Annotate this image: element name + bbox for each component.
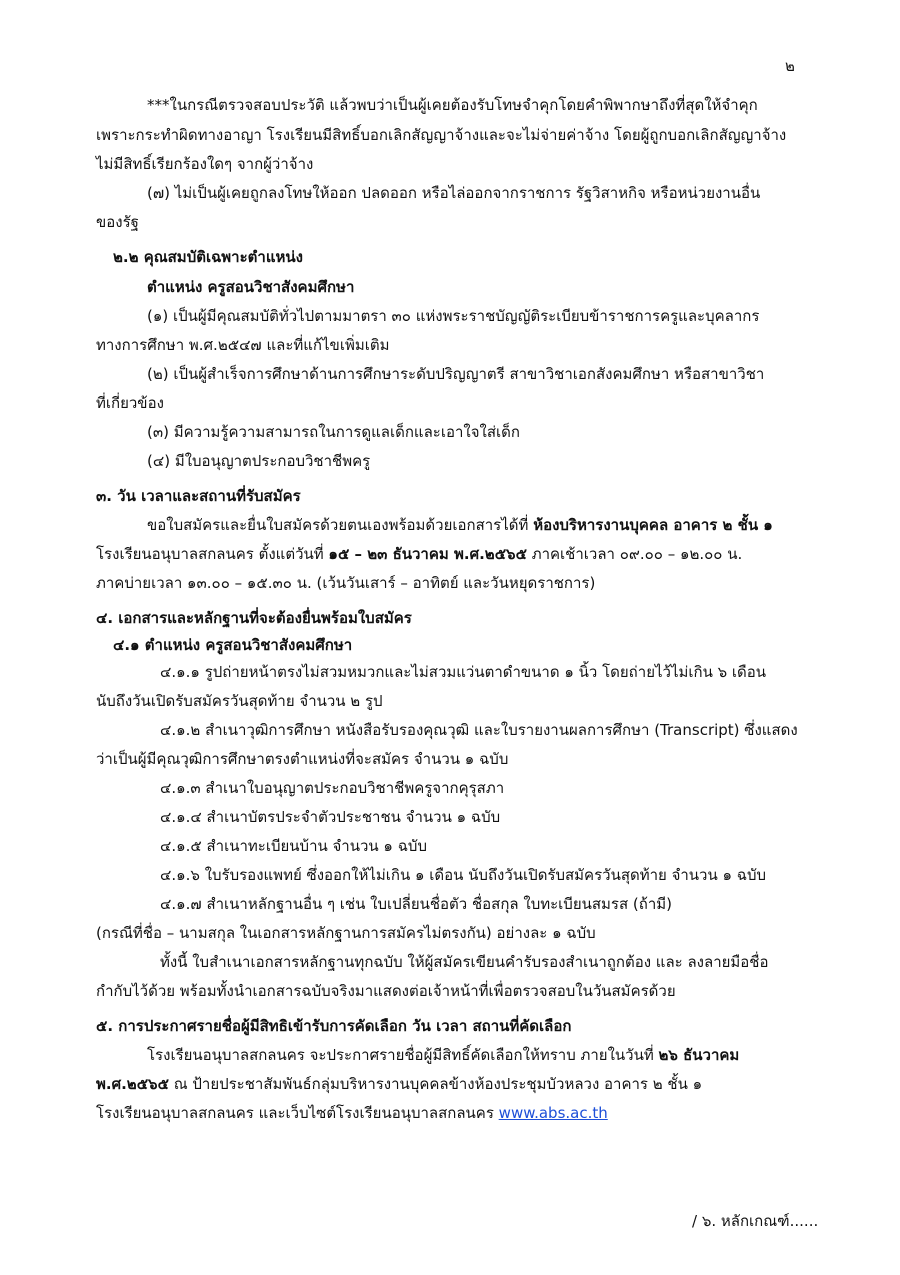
section-2-2-item-2-line-2: ที่เกี่ยวข้อง bbox=[96, 394, 164, 412]
section-2-2-item-1-line-1: (๑) เป็นผู้มีคุณสมบัติทั่วไปตามมาตรา ๓๐ แห่งพระราชบัญญัติระเบียบข้าราชการครูและบุคลากร bbox=[147, 307, 760, 325]
section-4-item-2-line-1: ๔.๑.๒ สำเนาวุฒิการศึกษา หนังสือรับรองคุณวุฒิ และใบรายงานผลการศึกษา (Transcript) ซึ่งแสดง bbox=[160, 721, 798, 739]
section-3-morning-time: ภาคเช้าเวลา ๐๙.๐๐ – ๑๒.๐๐ น. bbox=[526, 545, 743, 563]
section-4-note-line-1: ทั้งนี้ ใบสำเนาเอกสารหลักฐานทุกฉบับ ให้ผู้สมัครเขียนคำรับรองสำเนาถูกต้อง และ ลงลายมือชื่อ bbox=[160, 953, 769, 971]
section-5-line-3 bbox=[96, 1102, 608, 1124]
section-2-2-item-3: (๓) มีความรู้ความสามารถในการดูแลเด็กและเอาใจใส่เด็ก bbox=[147, 423, 520, 441]
section-3-heading: ๓. วัน เวลาและสถานที่รับสมัคร bbox=[96, 487, 301, 505]
intro-item-7-line-2: ของรัฐ bbox=[96, 213, 139, 231]
section-3-line-1-text: ขอใบสมัครและยื่นใบสมัครด้วยตนเองพร้อมด้วยเอกสารได้ที่ bbox=[147, 516, 534, 534]
section-5-line-2 bbox=[96, 1073, 702, 1095]
section-4-item-3: ๔.๑.๓ สำเนาใบอนุญาตประกอบวิชาชีพครูจากคุรุสภา bbox=[160, 779, 505, 797]
section-5-line-2-text: ณ ป้ายประชาสัมพันธ์กลุ่มบริหารงานบุคคลข้างห้องประชุมบัวหลวง อาคาร ๒ ชั้น ๑ bbox=[168, 1075, 703, 1093]
section-4-item-1-line-1: ๔.๑.๑ รูปถ่ายหน้าตรงไม่สวมหมวกและไม่สวมแว่นตาดำขนาด ๑ นิ้ว โดยถ่ายไว้ไม่เกิน ๖ เดือน bbox=[160, 663, 767, 681]
section-2-2-heading: ๒.๒ คุณสมบัติเฉพาะตำแหน่ง bbox=[113, 248, 303, 266]
section-3-line-2-text: โรงเรียนอนุบาลสกลนคร ตั้งแต่วันที่ bbox=[96, 545, 329, 563]
intro-item-7-line-1: (๗) ไม่เป็นผู้เคยถูกลงโทษให้ออก ปลดออก หรือไล่ออกจากราชการ รัฐวิสาหกิจ หรือหน่วยงานอื่น bbox=[147, 184, 761, 202]
section-5-heading: ๕. การประกาศรายชื่อผู้มีสิทธิเข้ารับการคัดเลือก วัน เวลา สถานที่คัดเลือก bbox=[96, 1017, 572, 1035]
intro-line-3: ไม่มีสิทธิ์เรียกร้องใดๆ จากผู้ว่าจ้าง bbox=[96, 155, 314, 173]
section-2-2-item-1-line-2: ทางการศึกษา พ.ศ.๒๕๔๗ และที่แก้ไขเพิ่มเติม bbox=[96, 336, 390, 354]
section-3-line-2 bbox=[96, 543, 742, 565]
section-4-item-7-line-1: ๔.๑.๗ สำเนาหลักฐานอื่น ๆ เช่น ใบเปลี่ยนชื่อตัว ชื่อสกุล ใบทะเบียนสมรส (ถ้ามี) bbox=[160, 895, 672, 913]
section-2-2-item-4: (๔) มีใบอนุญาตประกอบวิชาชีพครู bbox=[147, 452, 371, 470]
section-2-2-position: ตำแหน่ง ครูสอนวิชาสังคมศึกษา bbox=[147, 278, 355, 296]
section-5-line-1 bbox=[147, 1044, 739, 1066]
section-5-announce-date: ๒๖ ธันวาคม bbox=[658, 1046, 740, 1064]
section-3-location: ห้องบริหารงานบุคคล อาคาร ๒ ชั้น ๑ bbox=[533, 516, 773, 534]
section-4-heading: ๔. เอกสารและหลักฐานที่จะต้องยื่นพร้อมใบสมัคร bbox=[96, 609, 412, 627]
section-4-item-5: ๔.๑.๕ สำเนาทะเบียนบ้าน จำนวน ๑ ฉบับ bbox=[160, 837, 427, 855]
section-4-item-1-line-2: นับถึงวันเปิดรับสมัครวันสุดท้าย จำนวน ๒ รูป bbox=[96, 692, 383, 710]
section-5-announce-year: พ.ศ.๒๕๖๕ bbox=[96, 1075, 169, 1093]
continuation-note: / ๖. หลักเกณฑ์...... bbox=[692, 1212, 819, 1230]
section-4-sub-heading: ๔.๑ ตำแหน่ง ครูสอนวิชาสังคมศึกษา bbox=[113, 636, 353, 654]
section-5-line-1-text: โรงเรียนอนุบาลสกลนคร จะประกาศรายชื่อผู้มีสิทธิ์คัดเลือกให้ทราบ ภายในวันที่ bbox=[147, 1046, 659, 1064]
section-4-item-7-line-2: (กรณีที่ชื่อ – นามสกุล ในเอกสารหลักฐานการสมัครไม่ตรงกัน) อย่างละ ๑ ฉบับ bbox=[96, 924, 596, 942]
section-4-note-line-2: กำกับไว้ด้วย พร้อมทั้งนำเอกสารฉบับจริงมาแสดงต่อเจ้าหน้าที่เพื่อตรวจสอบในวันสมัครด้วย bbox=[96, 982, 676, 1000]
section-4-item-4: ๔.๑.๔ สำเนาบัตรประจำตัวประชาชน จำนวน ๑ ฉบับ bbox=[160, 808, 501, 826]
section-5-line-3-text: โรงเรียนอนุบาลสกลนคร และเว็บไซต์โรงเรียนอนุบาลสกลนคร bbox=[96, 1104, 499, 1122]
section-2-2-item-2-line-1: (๒) เป็นผู้สำเร็จการศึกษาด้านการศึกษาระดับปริญญาตรี สาขาวิชาเอกสังคมศึกษา หรือสาขาวิชา bbox=[147, 365, 765, 383]
section-3-dates: ๑๕ – ๒๓ ธันวาคม พ.ศ.๒๕๖๕ bbox=[328, 545, 527, 563]
intro-line-2: เพราะกระทำผิดทางอาญา โรงเรียนมีสิทธิ์บอกเลิกสัญญาจ้างและจะไม่จ่ายค่าจ้าง โดยผู้ถูกบอกเลิกสัญญาจ้าง bbox=[96, 126, 787, 144]
page-number: ๒ bbox=[785, 57, 795, 75]
intro-line-1: ***ในกรณีตรวจสอบประวัติ แล้วพบว่าเป็นผู้เคยต้องรับโทษจำคุกโดยคำพิพากษาถึงที่สุดให้จำคุก bbox=[147, 96, 758, 114]
section-3-line-3: ภาคบ่ายเวลา ๑๓.๐๐ – ๑๕.๓๐ น. (เว้นวันเสาร์ – อาทิตย์ และวันหยุดราชการ) bbox=[96, 574, 596, 592]
section-4-item-2-line-2: ว่าเป็นผู้มีคุณวุฒิการศึกษาตรงตำแหน่งที่จะสมัคร จำนวน ๑ ฉบับ bbox=[96, 750, 509, 768]
school-website-link[interactable]: www.abs.ac.th bbox=[498, 1104, 608, 1122]
section-4-item-6: ๔.๑.๖ ใบรับรองแพทย์ ซึ่งออกให้ไม่เกิน ๑ เดือน นับถึงวันเปิดรับสมัครวันสุดท้าย จำนวน ๑ ฉบับ bbox=[160, 866, 767, 884]
section-3-line-1 bbox=[147, 514, 773, 536]
